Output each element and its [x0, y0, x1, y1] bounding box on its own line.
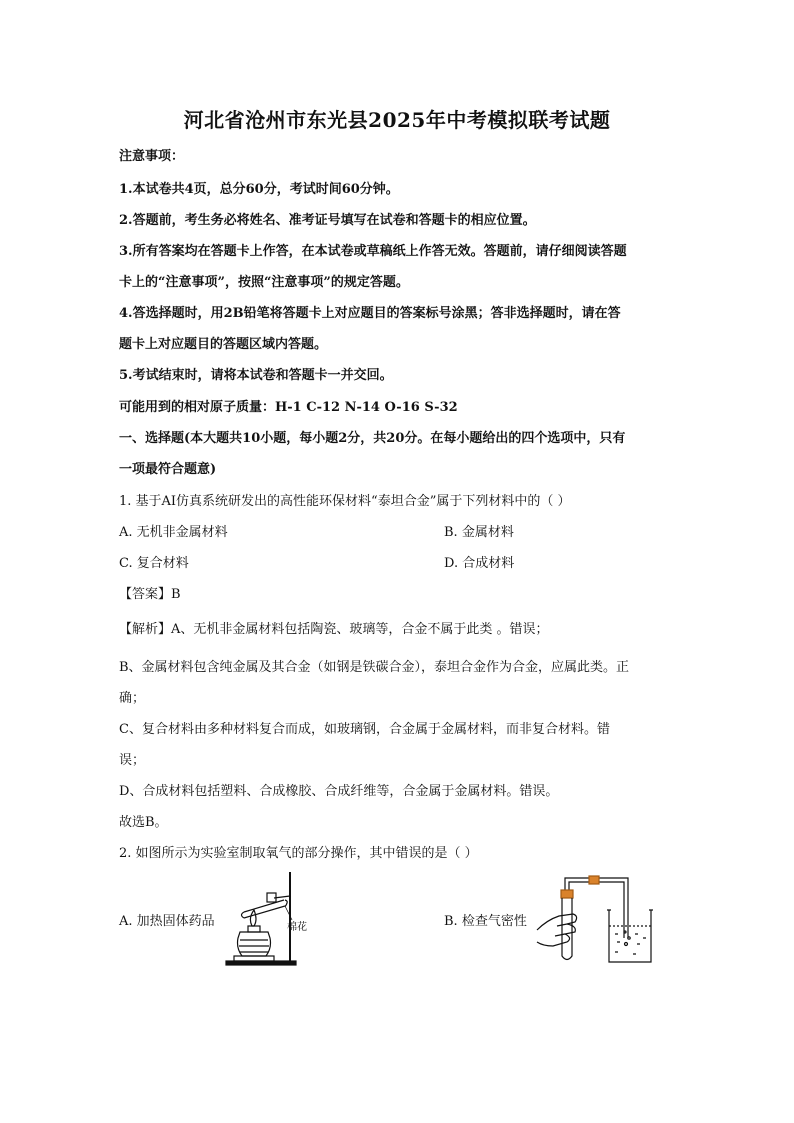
- notice-item: 2.答题前，考生务必将姓名、准考证号填写在试卷和答题卡的相应位置。: [119, 213, 536, 228]
- q1-answer: 【答案】B: [119, 587, 181, 602]
- notice-item: 题卡上对应题目的答题区域内答题。: [119, 337, 328, 352]
- q1-analysis-line: 确；: [119, 691, 146, 706]
- q1-analysis-line: C、复合材料由多种材料复合而成，如玻璃钢，合金属于金属材料，而非复合材料。错: [119, 722, 610, 737]
- notice-item: 5.考试结束时，请将本试卷和答题卡一并交回。: [119, 368, 393, 383]
- q1-analysis-line: 【解析】A、无机非金属材料包括陶瓷、玻璃等，合金不属于此类 。错误；: [119, 622, 549, 637]
- q1-analysis-line: 误；: [119, 753, 146, 768]
- notice-item: 卡上的“注意事项”，按照“注意事项”的规定答题。: [119, 275, 409, 290]
- q1-option-a: A. 无机非金属材料: [119, 525, 228, 540]
- heating-apparatus-figure: [222, 868, 320, 968]
- q1-option-c: C. 复合材料: [119, 556, 189, 571]
- q2-option-a: A. 加热固体药品: [119, 914, 215, 929]
- page-title: 河北省沧州市东光县2025年中考模拟联考试题: [183, 108, 611, 132]
- atomic-masses: 可能用到的相对原子质量：H-1 C-12 N-14 O-16 S-32: [119, 400, 458, 415]
- question-2-stem: 2. 如图所示为实验室制取氧气的部分操作，其中错误的是（ ）: [119, 846, 478, 861]
- notice-item: 4.答选择题时，用2B铅笔将答题卡上对应题目的答案标号涂黑；答非选择题时，请在答: [119, 306, 621, 321]
- q2-option-b: B. 检查气密性: [444, 914, 527, 929]
- q1-analysis-line: D、合成材料包括塑料、合成橡胶、合成纤维等，合金属于金属材料。错误。: [119, 784, 559, 799]
- notice-heading: 注意事项：: [119, 149, 185, 164]
- q1-option-b: B. 金属材料: [444, 525, 514, 540]
- notice-item: 1.本试卷共4页，总分60分，考试时间60分钟。: [119, 182, 399, 197]
- q1-analysis-line: 故选B。: [119, 815, 168, 830]
- cotton-label: 棉花: [287, 922, 307, 933]
- q1-analysis-line: B、金属材料包含纯金属及其合金（如钢是铁碳合金），泰坦合金作为合金，应属此类。正: [119, 660, 630, 675]
- notice-item: 3.所有答案均在答题卡上作答，在本试卷或草稿纸上作答无效。答题前，请仔细阅读答题: [119, 244, 627, 259]
- question-1-stem: 1. 基于AI仿真系统研发出的高性能环保材料“泰坦合金”属于下列材料中的（ ）: [119, 494, 571, 509]
- q1-option-d: D. 合成材料: [444, 556, 515, 571]
- section-heading-cont: 一项最符合题意): [119, 462, 217, 477]
- airtightness-check-figure: [533, 868, 663, 968]
- section-heading: 一、选择题(本大题共10小题，每小题2分，共20分。在每小题给出的四个选项中，只有: [119, 431, 626, 446]
